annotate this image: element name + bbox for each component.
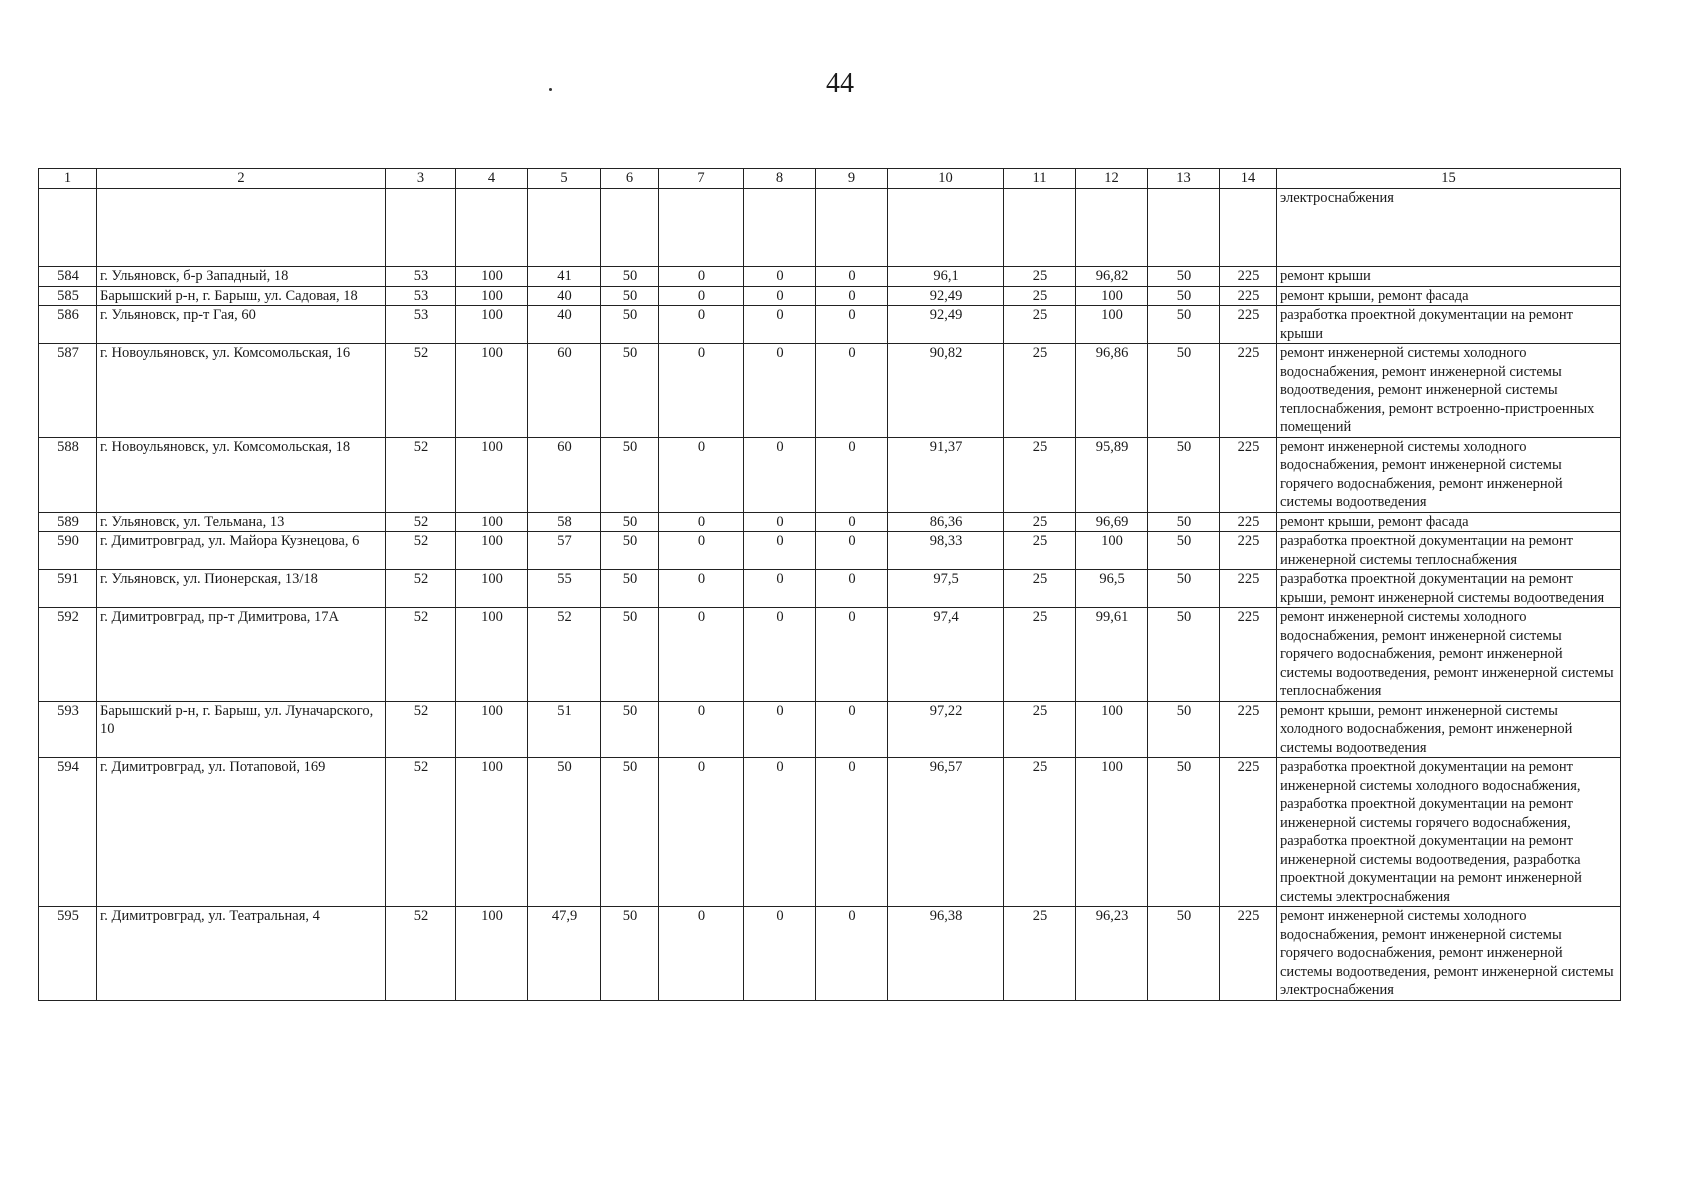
value-cell-col14: 225 <box>1220 701 1277 758</box>
value-cell-col13: 50 <box>1148 907 1220 1001</box>
value-cell-col12: 96,69 <box>1076 512 1148 532</box>
table-row <box>39 608 1621 702</box>
row-number-cell: 588 <box>39 437 97 512</box>
value-cell-col8: 0 <box>744 512 816 532</box>
value-cell-col11: 25 <box>1004 437 1076 512</box>
value-cell-col3: 52 <box>386 608 456 702</box>
value-cell-col8: 0 <box>744 570 816 608</box>
row-number-cell: 589 <box>39 512 97 532</box>
value-cell-col9: 0 <box>816 532 888 570</box>
value-cell-col7: 0 <box>659 286 744 306</box>
value-cell-col7: 0 <box>659 512 744 532</box>
value-cell-col12: 100 <box>1076 286 1148 306</box>
table-row <box>39 286 1621 306</box>
value-cell-col4: 100 <box>456 758 528 907</box>
value-cell-col5: 57 <box>528 532 601 570</box>
value-cell-col5: 60 <box>528 437 601 512</box>
value-cell-col13: 50 <box>1148 758 1220 907</box>
address-cell: г. Новоульяновск, ул. Комсомольская, 16 <box>97 344 386 438</box>
value-cell-col7: 0 <box>659 907 744 1001</box>
column-header: 6 <box>601 169 659 189</box>
value-cell-col6: 50 <box>601 608 659 702</box>
column-header: 4 <box>456 169 528 189</box>
work-description-cell: ремонт инженерной системы холодного водоснабжения, ремонт инженерной системы водоотведения, ремонт инженерной системы теплоснабжения, ремонт встроенно-пристроенных помещений <box>1277 344 1621 438</box>
value-cell-col12: 100 <box>1076 532 1148 570</box>
value-cell-col11: 25 <box>1004 267 1076 287</box>
value-cell-col11: 25 <box>1004 306 1076 344</box>
value-cell-col11: 25 <box>1004 758 1076 907</box>
value-cell-col11: 25 <box>1004 570 1076 608</box>
value-cell-col4: 100 <box>456 286 528 306</box>
value-cell-col3: 52 <box>386 437 456 512</box>
value-cell-col5: 60 <box>528 344 601 438</box>
address-cell: г. Ульяновск, ул. Тельмана, 13 <box>97 512 386 532</box>
value-cell-col12: 100 <box>1076 306 1148 344</box>
value-cell-col6: 50 <box>601 758 659 907</box>
value-cell-col8: 0 <box>744 286 816 306</box>
table-row <box>39 267 1621 287</box>
value-cell-col12: 100 <box>1076 701 1148 758</box>
value-cell-col8: 0 <box>744 608 816 702</box>
value-cell-col10: 92,49 <box>888 306 1004 344</box>
value-cell-col9: 0 <box>816 758 888 907</box>
table-row <box>39 306 1621 344</box>
address-cell: Барышский р-н, г. Барыш, ул. Садовая, 18 <box>97 286 386 306</box>
value-cell-col4: 100 <box>456 701 528 758</box>
column-header: 12 <box>1076 169 1148 189</box>
value-cell-col7: 0 <box>659 267 744 287</box>
value-cell-col9: 0 <box>816 267 888 287</box>
value-cell-col9: 0 <box>816 701 888 758</box>
value-cell-col10: 86,36 <box>888 512 1004 532</box>
work-description-cell: электроснабжения <box>1277 189 1621 267</box>
continuation-row <box>39 189 1621 267</box>
value-cell-col7: 0 <box>659 701 744 758</box>
value-cell-col8: 0 <box>744 907 816 1001</box>
value-cell-col5: 55 <box>528 570 601 608</box>
column-header: 13 <box>1148 169 1220 189</box>
value-cell-col10: 90,82 <box>888 344 1004 438</box>
value-cell-col4: 100 <box>456 437 528 512</box>
value-cell-col11: 25 <box>1004 907 1076 1001</box>
value-cell-col14: 225 <box>1220 907 1277 1001</box>
value-cell-col14: 225 <box>1220 267 1277 287</box>
value-cell-col14: 225 <box>1220 512 1277 532</box>
value-cell-col4: 100 <box>456 608 528 702</box>
value-cell-col6: 50 <box>601 570 659 608</box>
column-header: 2 <box>97 169 386 189</box>
row-number-cell: 585 <box>39 286 97 306</box>
value-cell-col12: 96,5 <box>1076 570 1148 608</box>
value-cell-col3: 52 <box>386 344 456 438</box>
work-description-cell: ремонт крыши, ремонт инженерной системы холодного водоснабжения, ремонт инженерной системы водоотведения <box>1277 701 1621 758</box>
row-number-cell: 591 <box>39 570 97 608</box>
value-cell-col13: 50 <box>1148 306 1220 344</box>
value-cell-col10: 96,38 <box>888 907 1004 1001</box>
work-description-cell: разработка проектной документации на ремонт инженерной системы теплоснабжения <box>1277 532 1621 570</box>
value-cell-col8: 0 <box>744 701 816 758</box>
work-description-cell: ремонт крыши, ремонт фасада <box>1277 286 1621 306</box>
table-row <box>39 570 1621 608</box>
work-description-cell: ремонт инженерной системы холодного водоснабжения, ремонт инженерной системы горячего водоснабжения, ремонт инженерной системы водоотведения, ремонт инженерной системы электроснабжения <box>1277 907 1621 1001</box>
value-cell-col13: 50 <box>1148 267 1220 287</box>
value-cell-col13: 50 <box>1148 344 1220 438</box>
work-description-cell: ремонт инженерной системы холодного водоснабжения, ремонт инженерной системы горячего водоснабжения, ремонт инженерной системы водоотведения <box>1277 437 1621 512</box>
value-cell-col4: 100 <box>456 306 528 344</box>
address-cell: г. Димитровград, ул. Театральная, 4 <box>97 907 386 1001</box>
value-cell-col13: 50 <box>1148 512 1220 532</box>
value-cell-col6: 50 <box>601 286 659 306</box>
value-cell-col10: 96,57 <box>888 758 1004 907</box>
address-cell: г. Ульяновск, пр-т Гая, 60 <box>97 306 386 344</box>
table-row <box>39 437 1621 512</box>
value-cell-col3: 52 <box>386 512 456 532</box>
row-number-cell: 587 <box>39 344 97 438</box>
value-cell-col11: 25 <box>1004 532 1076 570</box>
value-cell-col7: 0 <box>659 437 744 512</box>
value-cell-col12: 95,89 <box>1076 437 1148 512</box>
value-cell-col12: 96,86 <box>1076 344 1148 438</box>
value-cell-col3: 52 <box>386 532 456 570</box>
value-cell-col6: 50 <box>601 267 659 287</box>
column-header: 5 <box>528 169 601 189</box>
page-number: 44 <box>826 68 854 99</box>
value-cell-col9: 0 <box>816 286 888 306</box>
value-cell-col9: 0 <box>816 344 888 438</box>
value-cell-col14: 225 <box>1220 437 1277 512</box>
address-cell: г. Ульяновск, ул. Пионерская, 13/18 <box>97 570 386 608</box>
table-row <box>39 532 1621 570</box>
value-cell-col6: 50 <box>601 437 659 512</box>
address-cell: г. Ульяновск, б-р Западный, 18 <box>97 267 386 287</box>
work-description-cell: ремонт крыши <box>1277 267 1621 287</box>
value-cell-col12: 96,23 <box>1076 907 1148 1001</box>
table-row <box>39 758 1621 907</box>
address-cell: г. Димитровград, ул. Майора Кузнецова, 6 <box>97 532 386 570</box>
column-number-row <box>39 169 1621 189</box>
column-header: 1 <box>39 169 97 189</box>
scan-speck <box>549 88 552 91</box>
value-cell-col3: 53 <box>386 267 456 287</box>
value-cell-col7: 0 <box>659 306 744 344</box>
value-cell-col7: 0 <box>659 758 744 907</box>
address-cell: г. Новоульяновск, ул. Комсомольская, 18 <box>97 437 386 512</box>
value-cell-col3: 53 <box>386 286 456 306</box>
value-cell-col14: 225 <box>1220 758 1277 907</box>
value-cell-col4: 100 <box>456 907 528 1001</box>
work-description-cell: ремонт инженерной системы холодного водоснабжения, ремонт инженерной системы горячего водоснабжения, ремонт инженерной системы водоотведения, ремонт инженерной системы теплоснабжения <box>1277 608 1621 702</box>
value-cell-col14: 225 <box>1220 306 1277 344</box>
value-cell-col8: 0 <box>744 267 816 287</box>
address-cell: г. Димитровград, ул. Потаповой, 169 <box>97 758 386 907</box>
column-header: 9 <box>816 169 888 189</box>
value-cell-col14: 225 <box>1220 344 1277 438</box>
value-cell-col8: 0 <box>744 344 816 438</box>
value-cell-col9: 0 <box>816 512 888 532</box>
value-cell-col4: 100 <box>456 344 528 438</box>
row-number-cell: 590 <box>39 532 97 570</box>
value-cell-col9: 0 <box>816 437 888 512</box>
column-header: 15 <box>1277 169 1621 189</box>
value-cell-col5: 41 <box>528 267 601 287</box>
address-cell: г. Димитровград, пр-т Димитрова, 17А <box>97 608 386 702</box>
value-cell-col5: 50 <box>528 758 601 907</box>
value-cell-col6: 50 <box>601 532 659 570</box>
value-cell-col4: 100 <box>456 570 528 608</box>
value-cell-col13: 50 <box>1148 570 1220 608</box>
value-cell-col14: 225 <box>1220 608 1277 702</box>
address-cell: Барышский р-н, г. Барыш, ул. Луначарского, 10 <box>97 701 386 758</box>
value-cell-col9: 0 <box>816 907 888 1001</box>
row-number-cell: 586 <box>39 306 97 344</box>
value-cell-col4: 100 <box>456 512 528 532</box>
row-number-cell: 595 <box>39 907 97 1001</box>
value-cell-col11: 25 <box>1004 701 1076 758</box>
column-header: 14 <box>1220 169 1277 189</box>
value-cell-col7: 0 <box>659 532 744 570</box>
value-cell-col3: 52 <box>386 570 456 608</box>
value-cell-col5: 51 <box>528 701 601 758</box>
value-cell-col11: 25 <box>1004 286 1076 306</box>
value-cell-col3: 52 <box>386 701 456 758</box>
value-cell-col5: 40 <box>528 306 601 344</box>
value-cell-col9: 0 <box>816 608 888 702</box>
value-cell-col14: 225 <box>1220 532 1277 570</box>
housing-repair-table <box>38 168 1621 1001</box>
row-number-cell: 593 <box>39 701 97 758</box>
value-cell-col13: 50 <box>1148 437 1220 512</box>
value-cell-col13: 50 <box>1148 701 1220 758</box>
value-cell-col4: 100 <box>456 532 528 570</box>
value-cell-col5: 40 <box>528 286 601 306</box>
value-cell-col9: 0 <box>816 570 888 608</box>
value-cell-col8: 0 <box>744 758 816 907</box>
value-cell-col10: 97,22 <box>888 701 1004 758</box>
value-cell-col3: 52 <box>386 907 456 1001</box>
work-description-cell: разработка проектной документации на ремонт крыши, ремонт инженерной системы водоотведения <box>1277 570 1621 608</box>
work-description-cell: разработка проектной документации на ремонт инженерной системы холодного водоснабжения, разработка проектной документации на ремонт инженерной системы горячего водоснабжения, разработка проектной документации на ремонт инженерной системы водоотведения, разработка проектной документации на ремонт инженерной системы электроснабжения <box>1277 758 1621 907</box>
value-cell-col10: 98,33 <box>888 532 1004 570</box>
value-cell-col10: 96,1 <box>888 267 1004 287</box>
value-cell-col8: 0 <box>744 437 816 512</box>
column-header: 10 <box>888 169 1004 189</box>
row-number-cell: 584 <box>39 267 97 287</box>
value-cell-col12: 100 <box>1076 758 1148 907</box>
value-cell-col5: 47,9 <box>528 907 601 1001</box>
value-cell-col8: 0 <box>744 532 816 570</box>
column-header: 3 <box>386 169 456 189</box>
row-number-cell: 594 <box>39 758 97 907</box>
value-cell-col6: 50 <box>601 701 659 758</box>
work-description-cell: разработка проектной документации на ремонт крыши <box>1277 306 1621 344</box>
value-cell-col12: 99,61 <box>1076 608 1148 702</box>
value-cell-col10: 92,49 <box>888 286 1004 306</box>
value-cell-col5: 58 <box>528 512 601 532</box>
table-row <box>39 907 1621 1001</box>
value-cell-col6: 50 <box>601 306 659 344</box>
row-number-cell: 592 <box>39 608 97 702</box>
value-cell-col4: 100 <box>456 267 528 287</box>
value-cell-col11: 25 <box>1004 608 1076 702</box>
value-cell-col12: 96,82 <box>1076 267 1148 287</box>
value-cell-col10: 97,4 <box>888 608 1004 702</box>
table-row <box>39 344 1621 438</box>
value-cell-col10: 97,5 <box>888 570 1004 608</box>
value-cell-col7: 0 <box>659 608 744 702</box>
value-cell-col5: 52 <box>528 608 601 702</box>
value-cell-col10: 91,37 <box>888 437 1004 512</box>
value-cell-col14: 225 <box>1220 286 1277 306</box>
value-cell-col14: 225 <box>1220 570 1277 608</box>
value-cell-col3: 52 <box>386 758 456 907</box>
value-cell-col7: 0 <box>659 344 744 438</box>
value-cell-col7: 0 <box>659 570 744 608</box>
column-header: 8 <box>744 169 816 189</box>
value-cell-col6: 50 <box>601 907 659 1001</box>
value-cell-col9: 0 <box>816 306 888 344</box>
value-cell-col8: 0 <box>744 306 816 344</box>
value-cell-col6: 50 <box>601 512 659 532</box>
value-cell-col13: 50 <box>1148 608 1220 702</box>
table-row <box>39 512 1621 532</box>
value-cell-col6: 50 <box>601 344 659 438</box>
value-cell-col3: 53 <box>386 306 456 344</box>
table-row <box>39 701 1621 758</box>
value-cell-col13: 50 <box>1148 532 1220 570</box>
work-description-cell: ремонт крыши, ремонт фасада <box>1277 512 1621 532</box>
column-header: 11 <box>1004 169 1076 189</box>
value-cell-col11: 25 <box>1004 344 1076 438</box>
table-body <box>39 169 1621 1001</box>
value-cell-col11: 25 <box>1004 512 1076 532</box>
value-cell-col13: 50 <box>1148 286 1220 306</box>
column-header: 7 <box>659 169 744 189</box>
